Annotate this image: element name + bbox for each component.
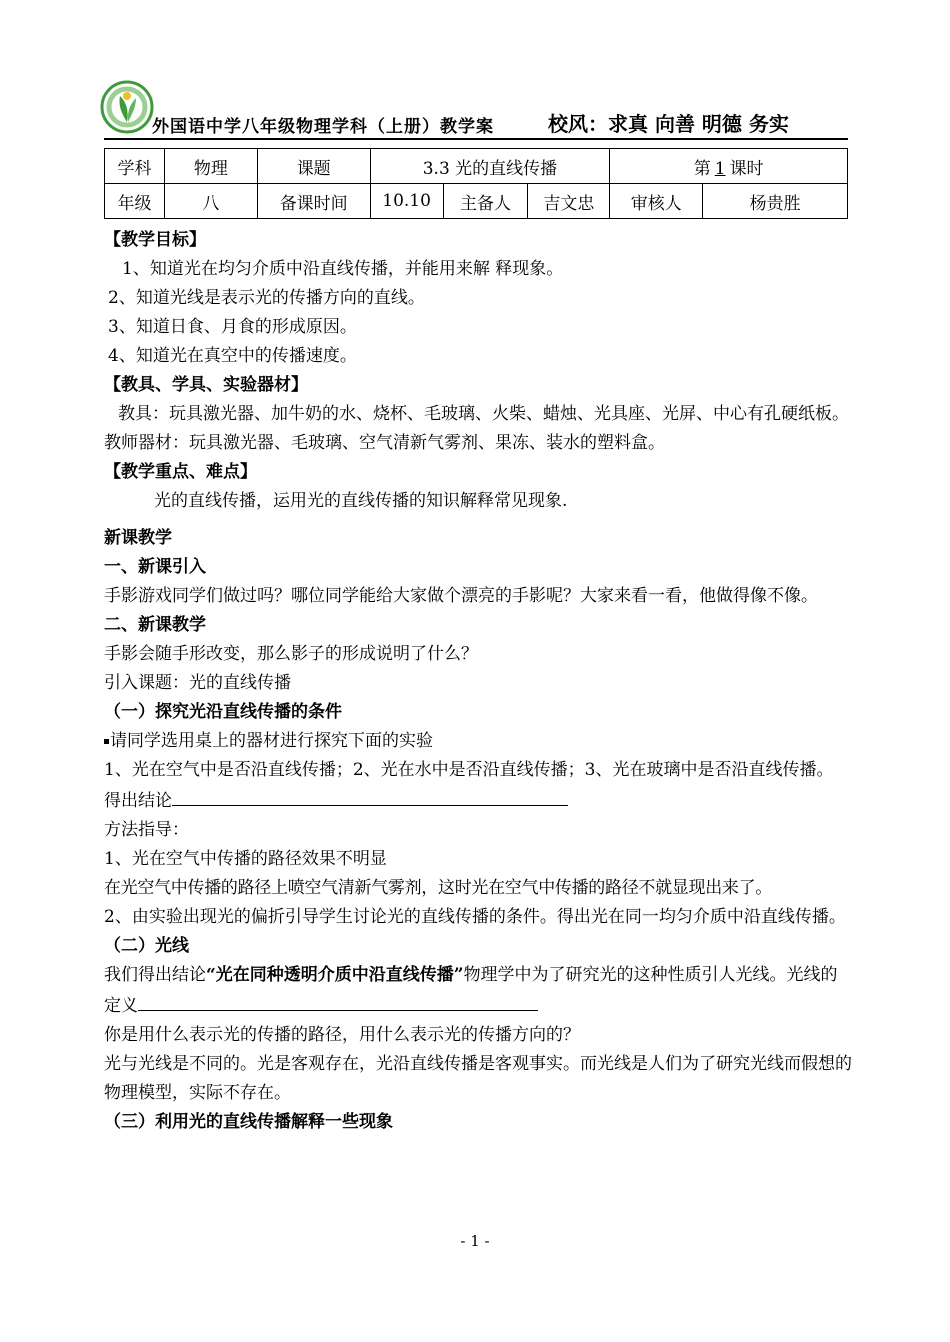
review-label: 审核人: [610, 184, 703, 219]
period-prefix: 第: [693, 158, 711, 179]
section1-instruction: 请同学选用桌上的器材进行探究下面的实验: [104, 727, 854, 756]
section2-heading: （二）光线: [104, 936, 189, 956]
key-text: 光的直线传播，运用光的直线传播的知识解释常见现象.: [154, 491, 568, 511]
table-row: [105, 149, 848, 184]
page-number: - 1 -: [460, 1232, 490, 1250]
period-suffix: 课时: [729, 158, 764, 179]
section2-text: 我们得出结论“光在同种透明介质中沿直线传播”物理学中为了研究光的这种性质引人光线。光线的定义: [104, 965, 838, 1016]
section2-explanation: 光与光线是不同的。光是客观存在，光沿直线传播是客观事实。而光线是人们为了研究光线而假想的物理模型，实际不存在。: [104, 1054, 852, 1103]
teach-question: 手影会随手形改变，那么影子的形成说明了什么？: [104, 644, 478, 664]
equipment-text: 教具：玩具激光器、加牛奶的水、烧杯、毛玻璃、火柴、蜡烛、光具座、光屏、中心有孔硬纸板。教师器材：玩具激光器、毛玻璃、空气清新气雾剂、果冻、装水的塑料盒。: [104, 404, 849, 453]
key-heading: 【教学重点、难点】: [104, 462, 257, 482]
method-item: 2、由实验出现光的偏折引导学生讨论光的直线传播的条件。得出光在同一均匀介质中沿直线传播。: [104, 907, 846, 927]
section1-conclusion: 得出结论: [104, 785, 854, 816]
conclusion-blank[interactable]: [172, 785, 568, 806]
grade-label: 年级: [105, 184, 165, 219]
lesson-info-table: [104, 148, 848, 219]
period-cell: [610, 149, 848, 184]
intro-heading: 一、新课引入: [104, 557, 206, 577]
definition-blank[interactable]: [138, 990, 538, 1011]
goals-heading: 【教学目标】: [104, 230, 206, 250]
header-motto: 校风：求真 向善 明德 务实: [548, 112, 789, 136]
period-number: 1: [714, 158, 726, 179]
teach-heading: 二、新课教学: [104, 615, 206, 635]
bullet-icon: [104, 739, 109, 744]
goal-item: 4、知道光在真空中的传播速度。: [108, 346, 357, 366]
prep-time-value: 10.10: [370, 184, 443, 219]
grade-value: 八: [164, 184, 257, 219]
teach-topic: 引入课题：光的直线传播: [104, 673, 291, 693]
subject-label: 学科: [105, 149, 165, 184]
section1-heading: （一）探究光沿直线传播的条件: [104, 702, 342, 722]
method-item: 在光空气中传播的路径上喷空气清新气雾剂，这时光在空气中传播的路径不就显现出来了。: [104, 878, 772, 898]
section2-question: 你是用什么表示光的传播的路径，用什么表示光的传播方向的？: [104, 1025, 580, 1045]
lead-label: 主备人: [443, 184, 528, 219]
method-heading: 方法指导：: [104, 820, 189, 840]
section1-items: 1、光在空气中是否沿直线传播；2、光在水中是否沿直线传播；3、光在玻璃中是否沿直线传播。: [104, 760, 834, 780]
subject-value: 物理: [164, 149, 257, 184]
review-value: 杨贵胜: [703, 184, 848, 219]
header-title: 外国语中学八年级物理学科（上册）教学案: [152, 117, 494, 137]
topic-value: 3.3 光的直线传播: [370, 149, 610, 184]
goal-item: 3、知道日食、月食的形成原因。: [108, 317, 357, 337]
header-divider: [104, 138, 848, 140]
school-logo-icon: [100, 80, 154, 134]
equipment-heading: 【教具、学具、实验器材】: [104, 375, 308, 395]
topic-label: 课题: [257, 149, 370, 184]
section3-heading: （三）利用光的直线传播解释一些现象: [104, 1112, 393, 1132]
prep-time-label: 备课时间: [257, 184, 370, 219]
intro-text: 手影游戏同学们做过吗？哪位同学能给大家做个漂亮的手影呢？大家来看一看，他做得像不像。: [104, 586, 818, 606]
new-lesson-heading: 新课教学: [104, 528, 172, 548]
method-item: 1、光在空气中传播的路径效果不明显: [104, 849, 387, 869]
lead-value: 吉文忠: [528, 184, 610, 219]
lesson-content: [104, 226, 854, 1137]
goal-item: 1、知道光在均匀介质中沿直线传播，并能用来解 释现象。: [122, 259, 564, 279]
goal-item: 2、知道光线是表示光的传播方向的直线。: [108, 288, 425, 308]
table-row: [105, 184, 848, 219]
spacer: [104, 516, 854, 524]
